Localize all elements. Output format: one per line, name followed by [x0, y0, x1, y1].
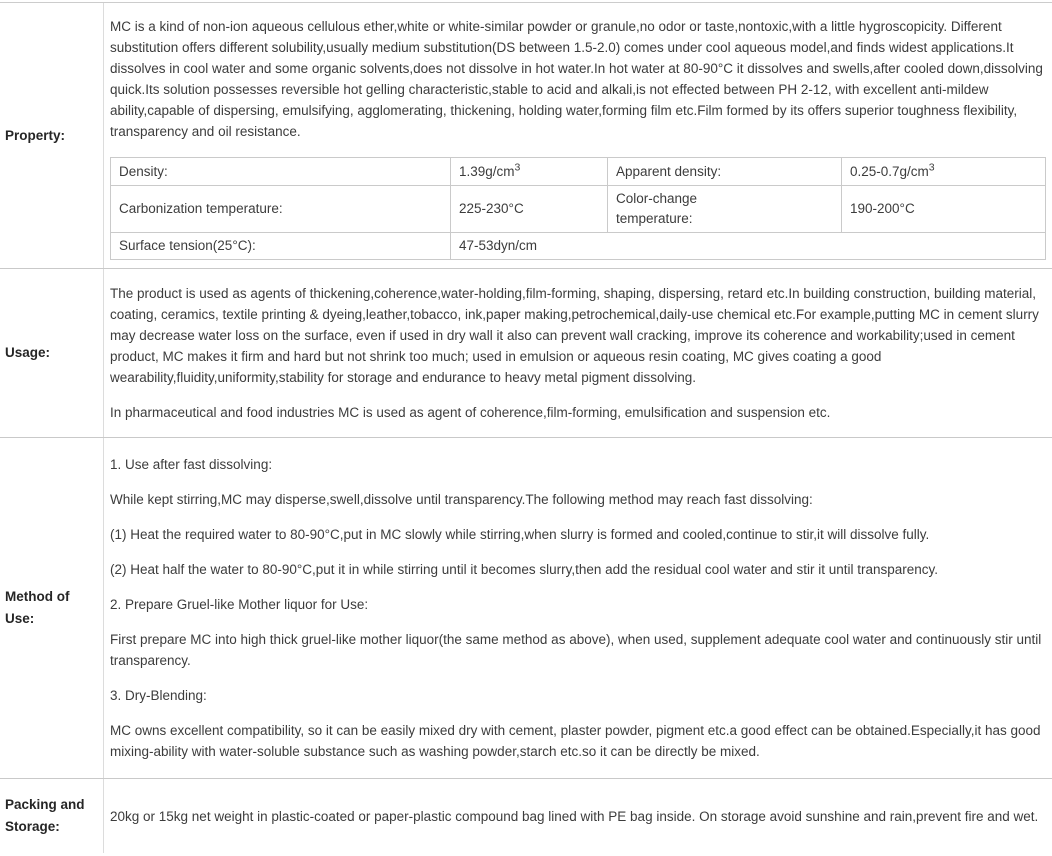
color-change-label-cell: [608, 186, 842, 233]
method-label-text: Method of Use:: [5, 589, 70, 626]
surface-tension-value-cell: 47-53dyn/cm: [451, 233, 1046, 260]
density-value-cell: [451, 158, 608, 186]
method-substep-2: (2) Heat half the water to 80-90°C,put it in while stirring until it becomes slurry,then add the residual cool water and stir it until transparency.: [110, 562, 939, 577]
section-usage: [0, 268, 1052, 437]
packing-content: [104, 779, 1052, 853]
method-content: [104, 438, 1052, 778]
density-value-exponent: 3: [514, 161, 521, 173]
property-label-text: Property:: [5, 127, 66, 143]
apparent-density-value: 0.25-0.7g/cm: [850, 163, 929, 179]
surface-tension-label-cell: Surface tension(25°C):: [111, 233, 451, 260]
method-step-heading-3: 3. Dry-Blending:: [110, 688, 207, 703]
method-step-heading-2: 2. Prepare Gruel-like Mother liquor for Use:: [110, 597, 369, 612]
section-packing-storage: [0, 778, 1052, 853]
density-label-cell: Density:: [111, 158, 451, 186]
carbonization-value-cell: 225-230°C: [451, 186, 608, 233]
usage-label: [0, 269, 104, 437]
color-change-label: Color-change temperature:: [616, 191, 698, 226]
apparent-density-label-cell: Apparent density:: [608, 158, 842, 186]
method-step-heading-1: 1. Use after fast dissolving:: [110, 457, 273, 472]
method-label: [0, 438, 104, 778]
section-method-of-use: [0, 437, 1052, 778]
product-spec-sheet: [0, 2, 1052, 853]
table-row: [111, 186, 1046, 233]
method-paragraph-mother-liquor: First prepare MC into high thick gruel-like mother liquor(the same method as above), when used, supplement adequate cool water and continuously stir until transparency.: [110, 632, 1042, 668]
packing-label: [0, 779, 104, 853]
carbonization-label-cell: Carbonization temperature:: [111, 186, 451, 233]
method-paragraph-dry-blending: MC owns excellent compatibility, so it can be easily mixed dry with cement, plaster powder, pigment etc.a good effect can be obtained.Especially,it has good mixing-ability with water-soluble substance such as washing powder,starch etc.so it can be directly be mixed.: [110, 723, 1041, 759]
color-change-value-cell: 190-200°C: [842, 186, 1046, 233]
density-value: 1.39g/cm: [459, 163, 515, 179]
apparent-density-value-cell: [842, 158, 1046, 186]
section-property: [0, 3, 1052, 268]
method-substep-1: (1) Heat the required water to 80-90°C,put in MC slowly while stirring,when slurry is formed and cooled,continue to stir,it will dissolve fully.: [110, 527, 930, 542]
packing-paragraph: 20kg or 15kg net weight in plastic-coated or paper-plastic compound bag lined with PE bag inside. On storage avoid sunshine and rain,prevent fire and wet.: [110, 808, 1039, 824]
property-data-table: [110, 157, 1046, 260]
usage-content: [104, 269, 1052, 437]
table-row: [111, 158, 1046, 186]
packing-label-text: Packing and Storage:: [5, 797, 85, 834]
property-label: [0, 3, 104, 268]
method-paragraph-stirring: While kept stirring,MC may disperse,swell,dissolve until transparency.The following method may reach fast dissolving:: [110, 492, 813, 507]
property-paragraph: MC is a kind of non-ion aqueous cellulous ether,white or white-similar powder or granule,no odor or taste,nontoxic,with a little hygroscopicity. Different substitution offers different solubility,usually medium substitution(DS between 1.5-2.0) comes under cool aqueous model,and finds widest applications.It dissolves in cool water and some organic solvents,does not dissolve in hot water.In hot water at 80-90°C it dissolves and swells,after cooled down,dissolving quick.Its solution possesses reversible hot gelling characteristic,stable to acid and alkali,is not effected between PH 2-12, with excellent anti-mildew ability,capable of dispersing, emulsifying, agglomerating, thickening, holding water,forming film etc.Film formed by its offers superior toughness flexibility, transparency and oil resistance.: [110, 19, 1043, 139]
table-row: [111, 233, 1046, 260]
usage-label-text: Usage:: [5, 345, 51, 360]
apparent-density-value-exponent: 3: [928, 161, 935, 173]
property-content: [104, 3, 1052, 268]
usage-paragraph-2: In pharmaceutical and food industries MC is used as agent of coherence,film-forming, emulsification and suspension etc.: [110, 405, 831, 420]
usage-paragraph-1: The product is used as agents of thickening,coherence,water-holding,film-forming, shaping, dispersing, retard etc.In building construction, building material, coating, ceramics, textile printing & dyeing,leather,tobacco, ink,paper making,petrochemical,daily-use chemical etc.For example,putting MC in cement slurry may decrease water loss on the surface, even if used in dry wall it also can prevent wall cracking, improve its coherence and workability;used in cement product, MC makes it firm and hard but not shrink too much; used in emulsion or aqueous resin coating, MC gives coating a good wearability,fluidity,uniformity,stability for storage and endurance to heavy metal pigment dissolving.: [110, 286, 1039, 385]
